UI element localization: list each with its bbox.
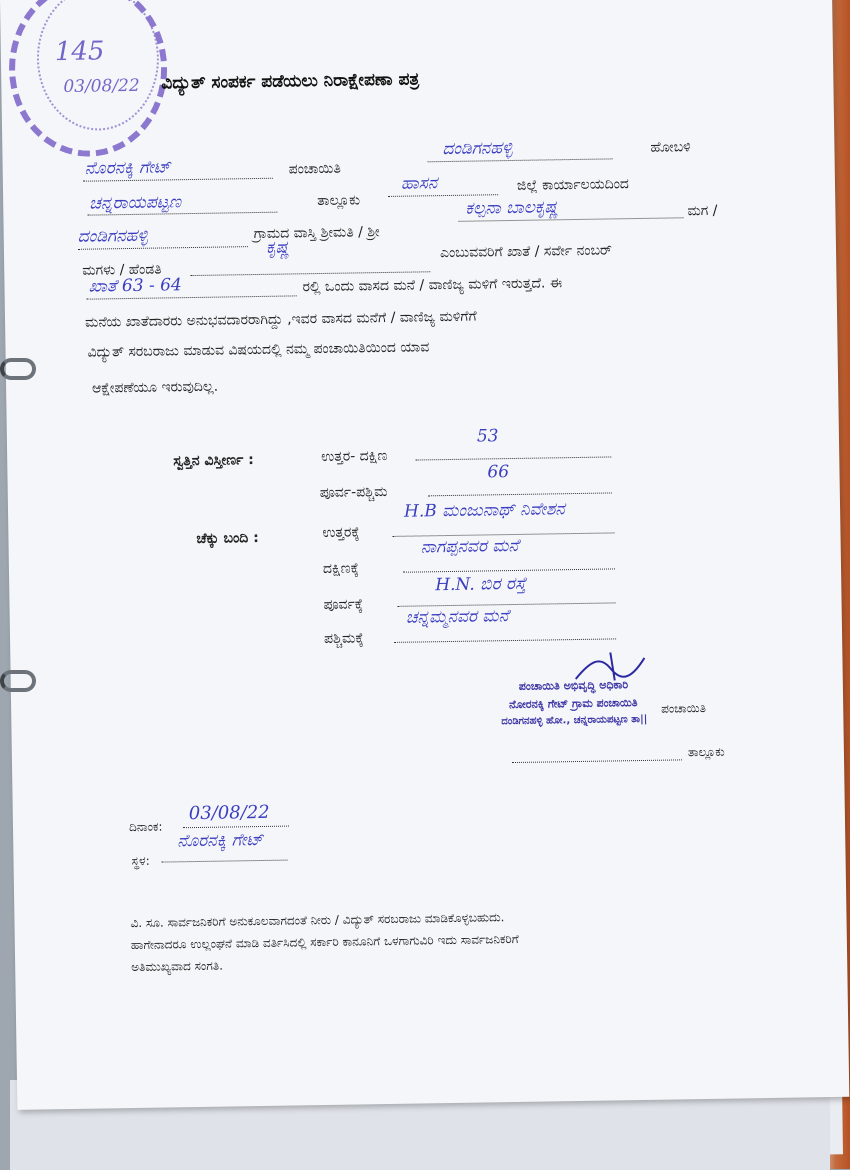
south-label: ದಕ್ಷಿಣಕ್ಕೆ [322, 560, 359, 577]
fill-line [183, 826, 289, 829]
label-hobli: ಹೋಬಳಿ [650, 139, 691, 156]
area-ns-label: ಉತ್ತರ- ದಕ್ಷಿಣ [321, 447, 388, 466]
hand-taluk: ಚನ್ನರಾಯಪಟ್ಟಣ [89, 192, 182, 214]
fill-line [428, 492, 612, 496]
date-label: ದಿನಾಂಕ: [128, 819, 163, 835]
hand-hobli: ದಂಡಿಗನಹಳ್ಳಿ [442, 137, 513, 160]
page-title: ವಿದ್ಯುತ್ ಸಂಪರ್ಕ ಪಡೆಯಲು ನಿರಾಕ್ಷೇಪಣಾ ಪತ್ರ [161, 69, 420, 94]
west-label: ಪಶ್ಚಿಮಕ್ಕೆ [323, 630, 364, 647]
label-taluk: ತಾಲ್ಲೂಕು [317, 192, 361, 210]
west-value: ಚನ್ನಮ್ಮನವರ ಮನೆ [405, 606, 509, 628]
area-ew-label: ಪೂರ್ವ-ಪಶ್ಚಿಮ [319, 483, 388, 502]
date-value: 03/08/22 [188, 801, 270, 825]
body-line-8: ಆಕ್ಷೇಪಣೆಯೂ ಇರುವುದಿಲ್ಲ. [91, 378, 219, 397]
binder-ring [0, 358, 36, 380]
north-value: H.B ಮಂಜುನಾಥ್ ನಿವೇಶನ [403, 499, 565, 522]
boundaries-label: ಚೆಕ್ಕು ಬಂದಿ : [196, 530, 259, 547]
fill-line [388, 194, 498, 197]
fill-line [394, 638, 616, 642]
label-panchayat: ಪಂಚಾಯಿತಿ [288, 160, 341, 178]
hand-survey-number: ಖಾತೆ 63 - 64 [88, 275, 182, 297]
label-son: ಮಗ / [687, 202, 718, 220]
east-label: ಪೂರ್ವಕ್ಕೆ [323, 596, 364, 613]
seal-line-3: ದಂಡಿಗನಹಳ್ಳಿ ಹೋ., ಚನ್ನರಾಯಪಟ್ಟಣ ತಾ|| [501, 713, 648, 728]
fill-line [415, 456, 611, 460]
fill-line [403, 568, 615, 572]
hand-village: ನೊರನಕ್ಕಿ ಗೇಟ್ [84, 157, 171, 179]
seal-line-2: ನೋರನಕ್ಕಿ ಗೇಟ್ ಗ್ರಾಮ ಪಂಚಾಯಿತಿ [509, 696, 638, 712]
note-line-2: ಹಾಗೇನಾದರೂ ಉಲ್ಲಂಘನೆ ಮಾಡಿ ವರ್ತಿಸಿದಲ್ಲಿ ಸರ್ಕಾರಿ ಕಾನೂನಿಗೆ ಒಳಗಾಗುವಿರಿ ಇದು ಸಾರ್ವಜನಿಕರಿಗೆ [130, 931, 519, 953]
label-resident: ಗ್ರಾಮದ ವಾಸ್ತಿ ಶ್ರೀಮತಿ / ಶ್ರೀ [253, 224, 380, 243]
north-label: ಉತ್ತರಕ್ಕೆ [322, 524, 360, 542]
label-sig-panchayat: ಪಂಚಾಯಿತಿ [661, 701, 707, 716]
note-line-1: ವಿ. ಸೂ. ಸಾರ್ವಜನಿಕರಿಗೆ ಅನುಕೂಲವಾಗದಂತೆ ನೀರು / ವಿದ್ಯುತ್ ಸರಬರಾಜು ಮಾಡಿಕೊಳ್ಳಬಹುದು. [130, 910, 505, 931]
fill-line [512, 759, 682, 763]
area-ns-value: 53 [476, 426, 499, 447]
fill-line [190, 271, 430, 276]
place-value: ನೊರನಕ್ಕಿ ಗೇಟ್ [177, 829, 264, 852]
hand-district: ಹಾಸನ [400, 173, 438, 194]
label-daughter: ಮಗಳು / ಹೆಂಡತಿ [82, 261, 162, 279]
note-line-3: ಅತಿಮುಖ್ಯವಾದ ಸಂಗತಿ. [131, 958, 224, 975]
label-sig-taluk: ತಾಲ್ಲೂಕು [687, 744, 725, 760]
place-label: ಸ್ಥಳ: [131, 853, 150, 869]
fill-line [162, 860, 288, 863]
east-value: H.N. ಬಿರ ರಸ್ತೆ [435, 573, 527, 596]
label-house: ರಲ್ಲಿ ಒಂದು ವಾಸದ ಮನೆ / ವಾಣಿಜ್ಯ ಮಳಿಗೆ ಇರುತ್ತದೆ. ಈ [302, 275, 563, 296]
body-line-6: ಮನೆಯ ಖಾತೆದಾರರು ಅನುಭವದಾರರಾಗಿದ್ದು ,ಇವರ ವಾಸದ ಮನೆಗೆ / ವಾಣಿಜ್ಯ ಮಳಿಗೆಗೆ [84, 308, 477, 331]
hand-relation: ಕೃಷ್ಣ [265, 237, 290, 258]
hand-grama: ದಂಡಿಗನಹಳ್ಳಿ [77, 225, 148, 247]
area-ew-value: 66 [487, 462, 510, 483]
label-account: ಎಂಬುವವರಿಗೆ ಖಾತೆ / ಸರ್ವೇ ನಂಬರ್ [439, 242, 613, 262]
stamp-date: 03/08/22 [63, 75, 140, 98]
office-stamp [8, 0, 169, 158]
hand-applicant-name: ಕಲ್ಪನಾ ಬಾಲಕೃಷ್ಣ [465, 197, 559, 219]
seal-line-1: ಪಂಚಾಯಿತಿ ಅಭಿವೃದ್ಧಿ ಅಧಿಕಾರಿ [518, 678, 629, 693]
fill-line [428, 158, 613, 162]
south-value: ನಾಗಪ್ಪನವರ ಮನೆ [420, 535, 519, 558]
fill-line [78, 246, 248, 250]
binder-ring [0, 670, 36, 692]
label-office: ಜಿಲ್ಲೆ ಕಾರ್ಯಾಲಯದಿಂದ [516, 176, 630, 194]
fill-line [83, 178, 273, 182]
area-label: ಸ್ವತ್ತಿನ ವಿಸ್ತೀರ್ಣ : [173, 452, 254, 470]
stamp-number: 145 [54, 36, 105, 68]
body-line-7: ವಿದ್ಯುತ್ ಸರಬರಾಜು ಮಾಡುವ ವಿಷಯದಲ್ಲಿ ನಮ್ಮ ಪಂಚಾಯಿತಿಯಿಂದ ಯಾವ [87, 339, 430, 361]
